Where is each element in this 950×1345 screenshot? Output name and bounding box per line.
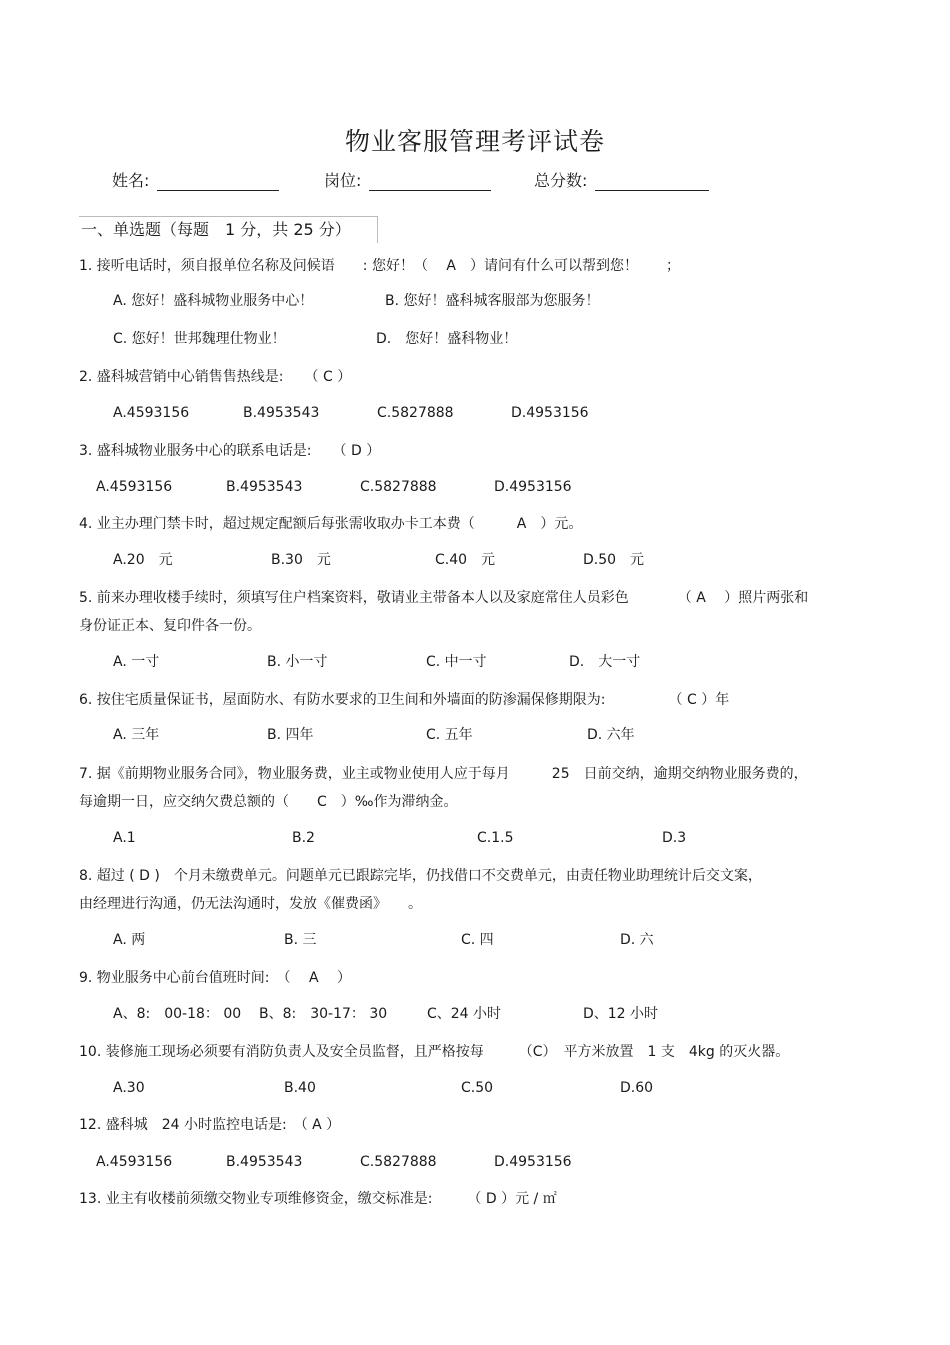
question-6-option-d: D. 六年 <box>587 727 635 743</box>
question-8-text-continued: 由经理进行沟通，仍无法沟通时，发放《催费函》 。 <box>79 896 422 912</box>
question-12-option-a: A.4593156 <box>96 1154 173 1170</box>
question-7-text-continued: 每逾期一日，应交纳欠费总额的（ C ）‰作为滞纳金。 <box>79 794 458 810</box>
question-7-option-c: C.1.5 <box>477 830 514 846</box>
question-3-option-b: B.4953543 <box>226 479 303 495</box>
question-4-option-b: B.30 元 <box>271 552 331 568</box>
question-9-option-b: B、8: 30-17： 30 <box>259 1006 388 1022</box>
question-7-option-d: D.3 <box>662 830 687 846</box>
question-5-text-continued: 身份证正本、复印件各一份。 <box>79 618 261 634</box>
question-7-text: 7. 据《前期物业服务合同》，物业服务费，业主或物业使用人应于每月 25 日前交纳，逾期交纳物业服务费的， <box>79 766 808 782</box>
question-3-option-d: D.4953156 <box>494 479 572 495</box>
question-1-option-c: C. 您好！世邦魏理仕物业！ <box>113 331 286 347</box>
question-4-option-d: D.50 元 <box>583 552 645 568</box>
score-blank[interactable] <box>595 170 709 191</box>
score-field <box>534 168 709 191</box>
page-title: 物业客服管理考评试卷 <box>344 127 605 156</box>
question-2-option-b: B.4953543 <box>243 405 320 421</box>
question-1-option-a: A. 您好！盛科城物业服务中心！ <box>113 293 314 309</box>
question-6-option-b: B. 四年 <box>267 727 314 743</box>
position-blank[interactable] <box>369 170 491 191</box>
question-12-text: 12. 盛科城 24 小时监控电话是: （ A ） <box>79 1117 341 1133</box>
question-5-option-b: B. 小一寸 <box>267 654 328 670</box>
question-5-text: 5. 前来办理收楼手续时，须填写住户档案资料，敬请业主带备本人以及家庭常住人员彩色 （ A ）照片两张和 <box>79 590 809 606</box>
question-8-option-b: B. 三 <box>284 932 317 948</box>
question-3-option-c: C.5827888 <box>360 479 437 495</box>
question-10-text: 10. 装修施工现场必须要有消防负责人及安全员监督，且严格按每 （C） 平方米放置 1 支 4kg 的灭火器。 <box>79 1044 790 1060</box>
question-6-text: 6. 按住宅质量保证书，屋面防水、有防水要求的卫生间和外墙面的防渗漏保修期限为: （ C ）年 <box>79 692 730 708</box>
question-9-option-c: C、24 小时 <box>427 1006 502 1022</box>
question-12-option-c: C.5827888 <box>360 1154 437 1170</box>
question-6-option-a: A. 三年 <box>113 727 160 743</box>
question-3-option-a: A.4593156 <box>96 479 173 495</box>
question-8-option-a: A. 两 <box>113 932 146 948</box>
question-13-text: 13. 业主有收楼前须缴交物业专项维修资金，缴交标准是: （ D ）元 / ㎡ <box>79 1191 557 1207</box>
name-blank[interactable] <box>157 170 279 191</box>
question-8-text: 8. 超过 ( D ) 个月未缴费单元。问题单元已跟踪完毕，仍找借口不交费单元，由责任物业助理统计后交文案， <box>79 868 762 884</box>
question-12-option-b: B.4953543 <box>226 1154 303 1170</box>
question-10-option-b: B.40 <box>284 1080 316 1096</box>
question-7-option-a: A.1 <box>113 830 136 846</box>
question-10-option-a: A.30 <box>113 1080 145 1096</box>
question-9-option-d: D、12 小时 <box>583 1006 659 1022</box>
section-heading-single-choice: 一、单选题（每题 1 分，共 25 分） <box>79 216 378 243</box>
question-1-text: 1. 接听电话时，须自报单位名称及问候语 : 您好！（ A ）请问有什么可以帮到您！ ； <box>79 258 680 274</box>
question-8-option-c: C. 四 <box>461 932 494 948</box>
question-2-option-d: D.4953156 <box>511 405 589 421</box>
name-field <box>112 168 279 191</box>
question-4-text: 4. 业主办理门禁卡时，超过规定配额后每张需收取办卡工本费（ A ）元。 <box>79 516 583 532</box>
question-9-text: 9. 物业服务中心前台值班时间: （ A ） <box>79 970 352 986</box>
question-12-option-d: D.4953156 <box>494 1154 572 1170</box>
question-3-text: 3. 盛科城物业服务中心的联系电话是: （ D ） <box>79 443 381 459</box>
position-field <box>324 168 491 191</box>
question-10-option-d: D.60 <box>620 1080 654 1096</box>
name-label: 姓名: <box>112 171 150 190</box>
question-4-option-c: C.40 元 <box>435 552 496 568</box>
question-2-option-a: A.4593156 <box>113 405 190 421</box>
question-2-option-c: C.5827888 <box>377 405 454 421</box>
question-5-option-a: A. 一寸 <box>113 654 160 670</box>
position-label: 岗位: <box>324 171 362 190</box>
question-6-option-c: C. 五年 <box>426 727 473 743</box>
question-8-option-d: D. 六 <box>620 932 654 948</box>
question-1-option-b: B. 您好！盛科城客服部为您服务！ <box>385 293 600 309</box>
question-1-option-d: D. 您好！盛科物业！ <box>376 331 518 347</box>
question-7-option-b: B.2 <box>292 830 315 846</box>
question-5-option-c: C. 中一寸 <box>426 654 487 670</box>
question-5-option-d: D. 大一寸 <box>569 654 641 670</box>
question-2-text: 2. 盛科城营销中心销售售热线是: （ C ） <box>79 369 352 385</box>
question-4-option-a: A.20 元 <box>113 552 173 568</box>
question-10-option-c: C.50 <box>461 1080 494 1096</box>
question-9-option-a: A、8: 00-18： 00 <box>113 1006 242 1022</box>
score-label: 总分数: <box>534 171 588 190</box>
